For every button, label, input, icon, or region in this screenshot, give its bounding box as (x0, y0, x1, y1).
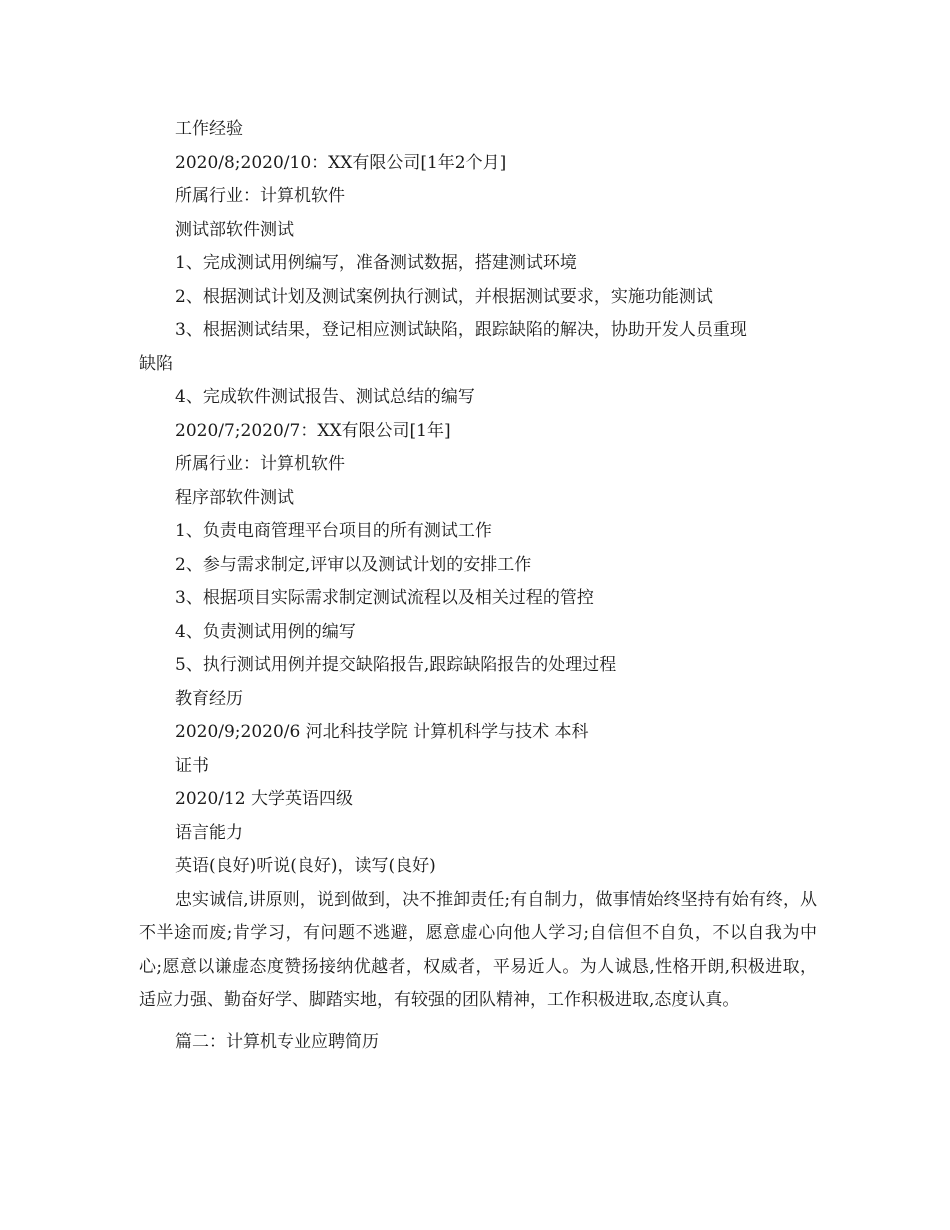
job-duty-2-3: 3、根据项目实际需求制定测试流程以及相关过程的管控 (175, 588, 594, 608)
job-duty-1-1: 1、完成测试用例编写，准备测试数据，搭建测试环境 (175, 253, 577, 273)
section-heading-work-experience: 工作经验 (175, 119, 243, 139)
job-duty-1-3-continued: 缺陷 (139, 353, 173, 374)
next-section-title: 篇二：计算机专业应聘简历 (175, 1031, 379, 1052)
job-period-1: 2020/8;2020/10：XX有限公司[1年2个月] (175, 152, 507, 173)
certificate-entry: 2020/12 大学英语四级 (175, 789, 354, 809)
resume-document (139, 113, 817, 1059)
education-entry: 2020/9;2020/6 河北科技学院 计算机科学与技术 本科 (175, 722, 589, 742)
self-evaluation-paragraph: 忠实诚信,讲原则，说到做到，决不推卸责任;有自制力，做事情始终坚持有始有终，从不半途而废;肯学习，有问题不逃避，愿意虚心向他人学习;自信但不自负，不以自我为中心;愿意以谦虚态度赞扬接纳优越者，权威者，平易近人。为人诚恳,性格开朗,积极进取，适应力强、勤奋好学、脚踏实地，有较强的团队精神，工作积极进取,态度认真。 (139, 889, 817, 1010)
job-duty-1-4: 4、完成软件测试报告、测试总结的编写 (175, 387, 475, 407)
job-duty-1-2: 2、根据测试计划及测试案例执行测试，并根据测试要求，实施功能测试 (175, 286, 713, 307)
job-position-1: 测试部软件测试 (175, 219, 294, 240)
section-heading-education: 教育经历 (175, 688, 243, 709)
job-industry-1: 所属行业：计算机软件 (175, 186, 345, 206)
job-duty-2-2: 2、参与需求制定,评审以及测试计划的安排工作 (175, 554, 532, 575)
language-entry: 英语(良好)听说(良好)，读写(良好) (175, 856, 436, 876)
job-position-2: 程序部软件测试 (175, 487, 294, 508)
job-duty-1-3: 3、根据测试结果，登记相应测试缺陷，跟踪缺陷的解决，协助开发人员重现 (175, 320, 747, 340)
job-duty-2-4: 4、负责测试用例的编写 (175, 621, 356, 642)
job-industry-2: 所属行业：计算机软件 (175, 454, 345, 474)
section-heading-language: 语言能力 (175, 822, 243, 843)
section-heading-certificates: 证书 (175, 755, 209, 776)
job-duty-2-1: 1、负责电商管理平台项目的所有测试工作 (175, 521, 492, 541)
job-duty-2-5: 5、执行测试用例并提交缺陷报告,跟踪缺陷报告的处理过程 (175, 655, 617, 675)
job-period-2: 2020/7;2020/7：XX有限公司[1年] (175, 420, 451, 441)
